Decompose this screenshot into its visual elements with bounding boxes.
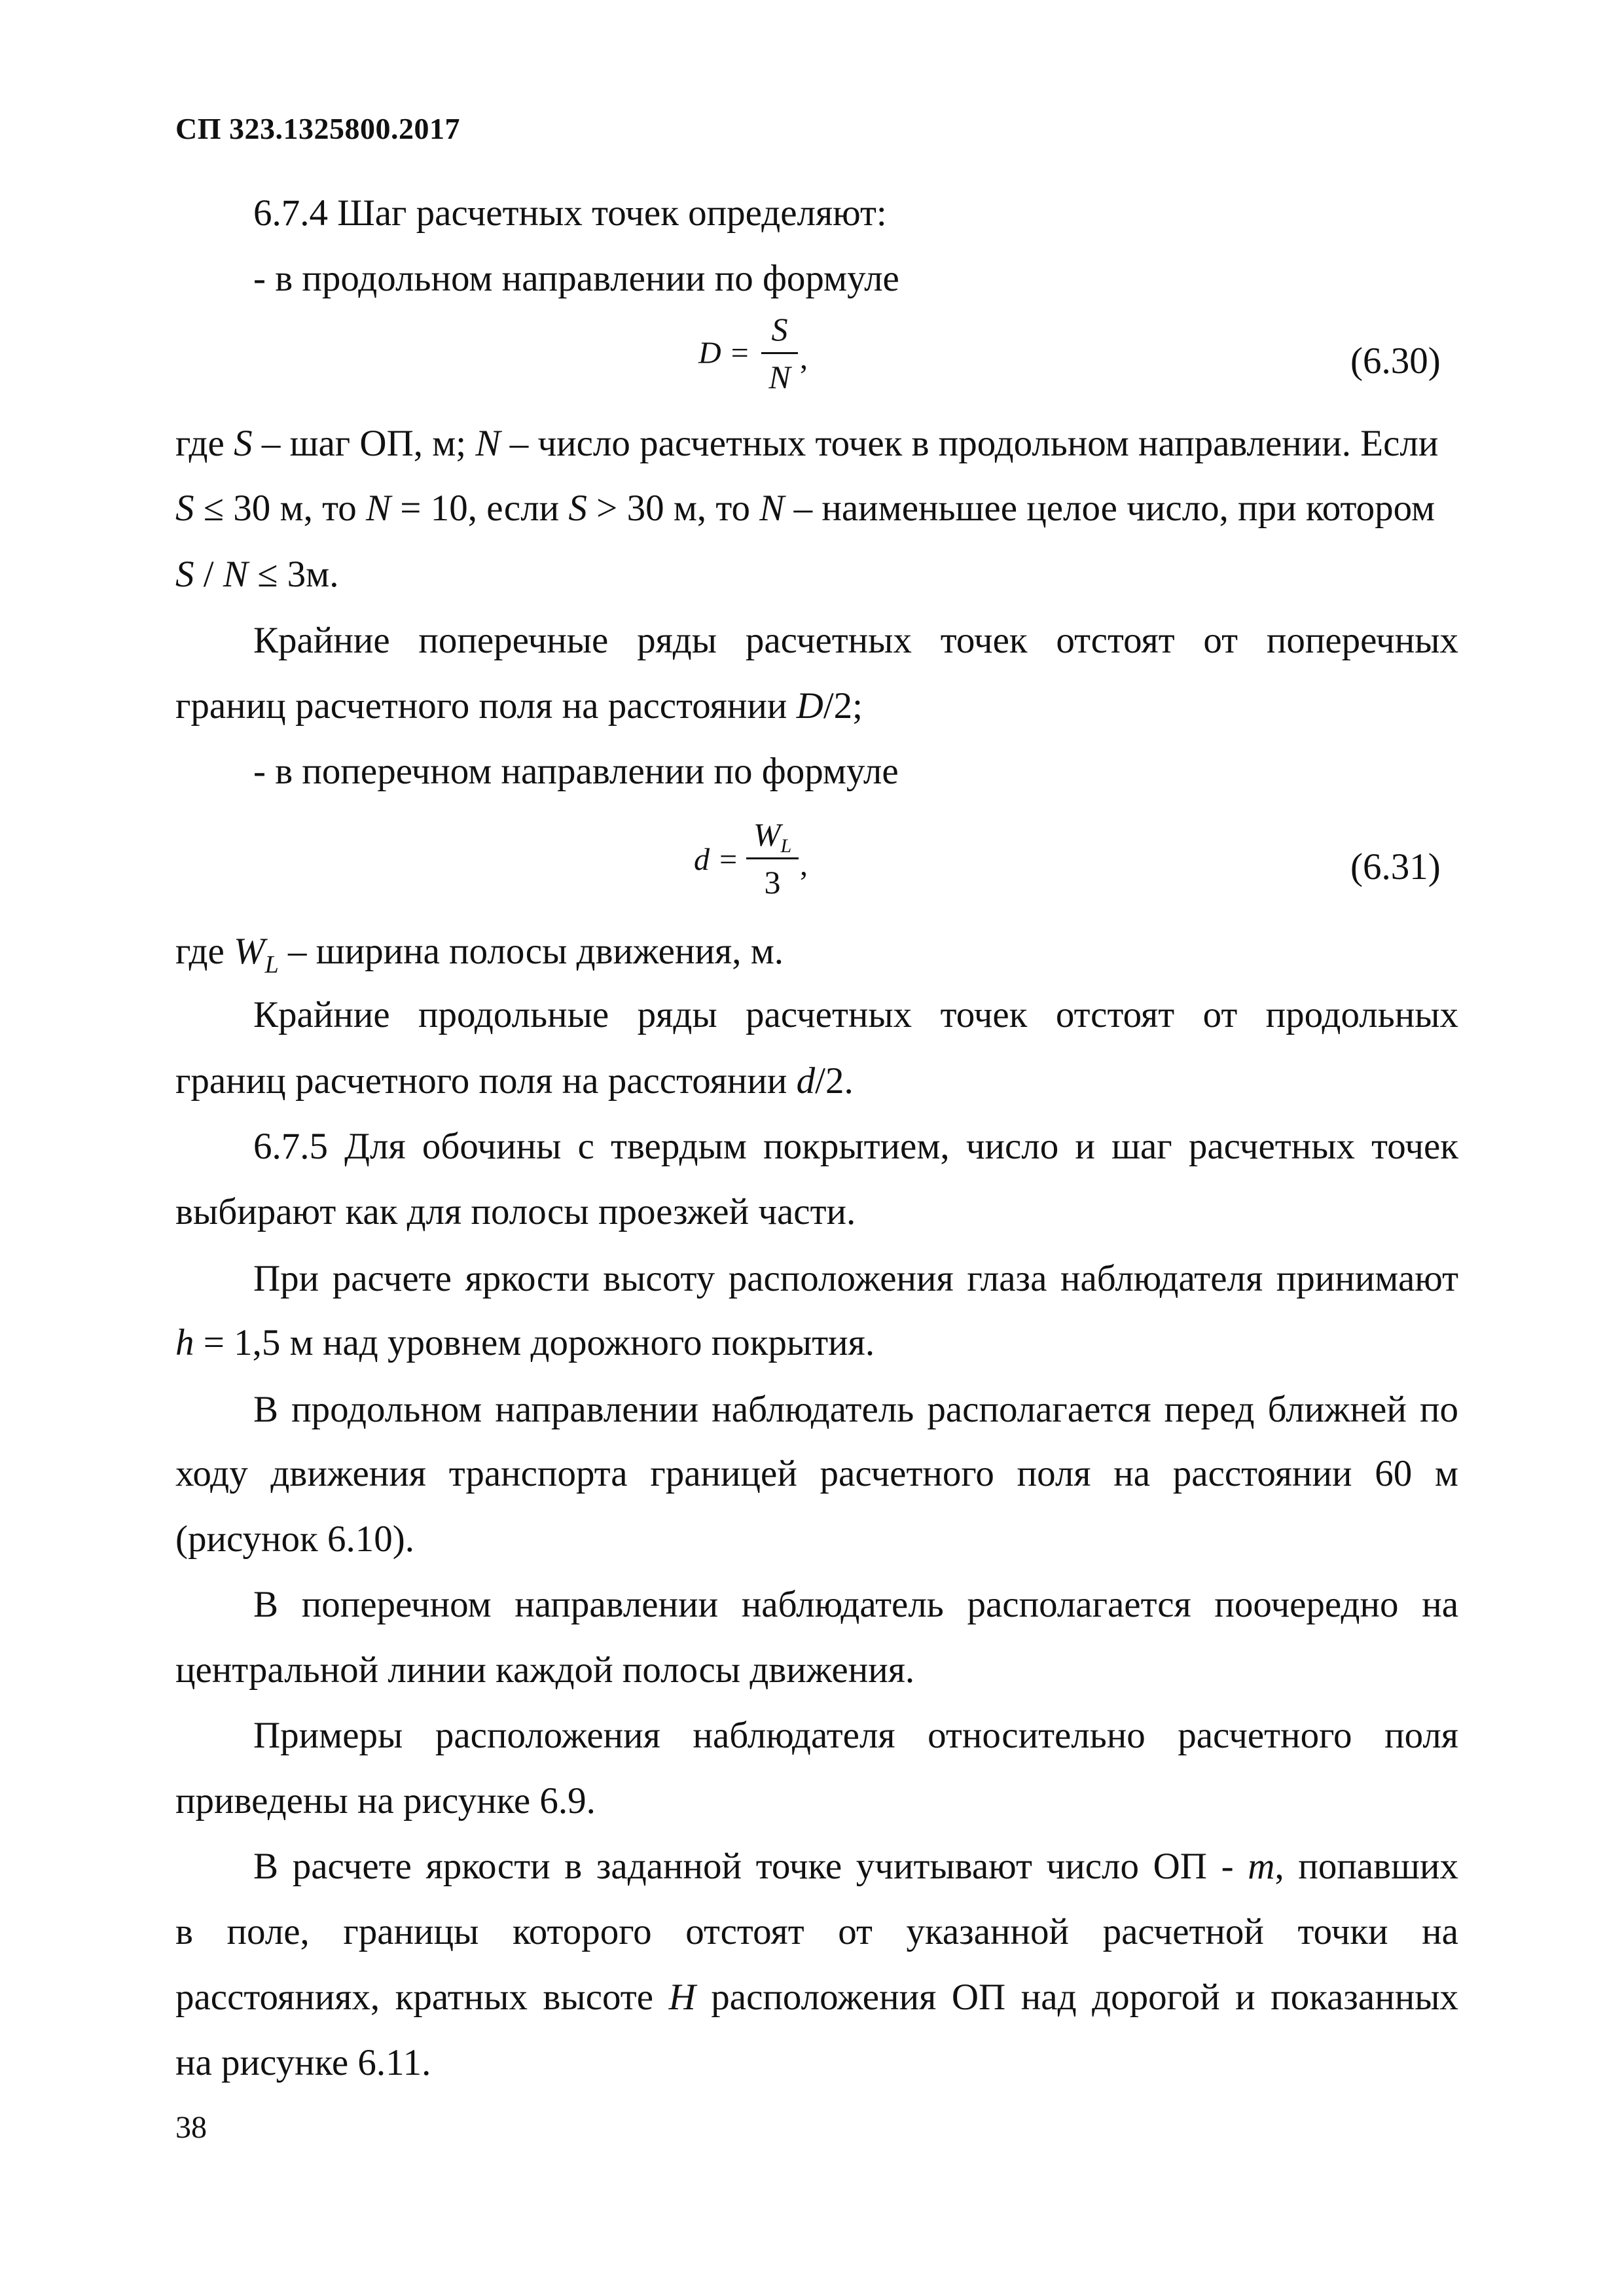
eye-height-line-1: При расчете яркости высоту расположения глаза наблюдателя принимают xyxy=(253,1258,1458,1299)
eq-6-31-comma: , xyxy=(800,848,808,882)
eq-6-30-number: (6.30) xyxy=(1350,340,1441,382)
eq-6-31-denominator: 3 xyxy=(764,864,781,901)
eq-6-31-fraction xyxy=(746,818,799,899)
eq-6-30-comma: , xyxy=(800,341,808,376)
brightness-line-2: в поле, границы которого отстоят от указанной расчетной точки на xyxy=(175,1911,1458,1952)
transverse-rows-line-2: границ расчетного поля на расстоянии D/2; xyxy=(175,685,863,726)
observer-long-line-3: (рисунок 6.10). xyxy=(175,1518,414,1560)
eq-6-30-fraction xyxy=(761,313,798,393)
transverse-formula-intro: - в поперечном направлении по формуле xyxy=(253,751,899,792)
fraction-bar xyxy=(746,857,799,859)
brightness-line-1: В расчете яркости в заданной точке учитывают число ОП - m, попавших xyxy=(253,1846,1458,1887)
eye-height-line-2: h = 1,5 м над уровнем дорожного покрытия. xyxy=(175,1322,875,1363)
section-6-7-5-line-1: 6.7.5 Для обочины с твердым покрытием, число и шаг расчетных точек xyxy=(253,1126,1458,1167)
longitudinal-rows-line-2: границ расчетного поля на расстоянии d/2. xyxy=(175,1060,854,1102)
longitudinal-formula-intro: - в продольном направлении по формуле xyxy=(253,258,899,299)
examples-line-1: Примеры расположения наблюдателя относительно расчетного поля xyxy=(253,1715,1458,1756)
examples-line-2: приведены на рисунке 6.9. xyxy=(175,1780,596,1821)
observer-trans-line-1: В поперечном направлении наблюдатель располагается поочередно на xyxy=(253,1584,1458,1625)
document-code-header: СП 323.1325800.2017 xyxy=(175,112,460,145)
observer-long-line-1: В продольном направлении наблюдатель располагается перед ближней по xyxy=(253,1389,1458,1430)
longitudinal-rows-line-1: Крайние продольные ряды расчетных точек отстоят от продольных xyxy=(253,994,1458,1035)
where-6-30-line-1: где S – шаг ОП, м; N – число расчетных точек в продольном направлении. Если xyxy=(175,423,1439,464)
where-6-31-line: где $W_L$ – ширина полосы движения, м. xyxy=(175,931,784,978)
fraction-bar xyxy=(761,352,798,354)
observer-long-line-2: ходу движения транспорта границей расчетного поля на расстоянии 60 м xyxy=(175,1453,1458,1494)
brightness-line-4: на рисунке 6.11. xyxy=(175,2042,431,2083)
where-6-30-line-2: S ≤ 30 м, то N = 10, если S > 30 м, то N – наименьшее целое число, при котором xyxy=(175,488,1435,529)
eq-6-31-numerator: $W_L$ xyxy=(753,816,792,857)
eq-6-31-number: (6.31) xyxy=(1350,846,1441,888)
eq-6-30-denominator: N xyxy=(768,359,791,395)
brightness-line-3: расстояниях, кратных высоте H расположения ОП над дорогой и показанных xyxy=(175,1977,1459,2018)
eq-6-30-numerator: S xyxy=(771,311,788,348)
eq-6-30-lhs: D = xyxy=(698,336,751,370)
section-6-7-4-heading: 6.7.4 Шаг расчетных точек определяют: xyxy=(253,192,887,234)
observer-trans-line-2: центральной линии каждой полосы движения. xyxy=(175,1649,915,1691)
where-6-30-line-3: S / N ≤ 3м. xyxy=(175,554,339,595)
page-number: 38 xyxy=(175,2110,207,2145)
eq-6-31-lhs: d = xyxy=(694,842,739,877)
transverse-rows-line-1: Крайние поперечные ряды расчетных точек отстоят от поперечных xyxy=(253,620,1458,661)
section-6-7-5-line-2: выбирают как для полосы проезжей части. xyxy=(175,1191,856,1232)
